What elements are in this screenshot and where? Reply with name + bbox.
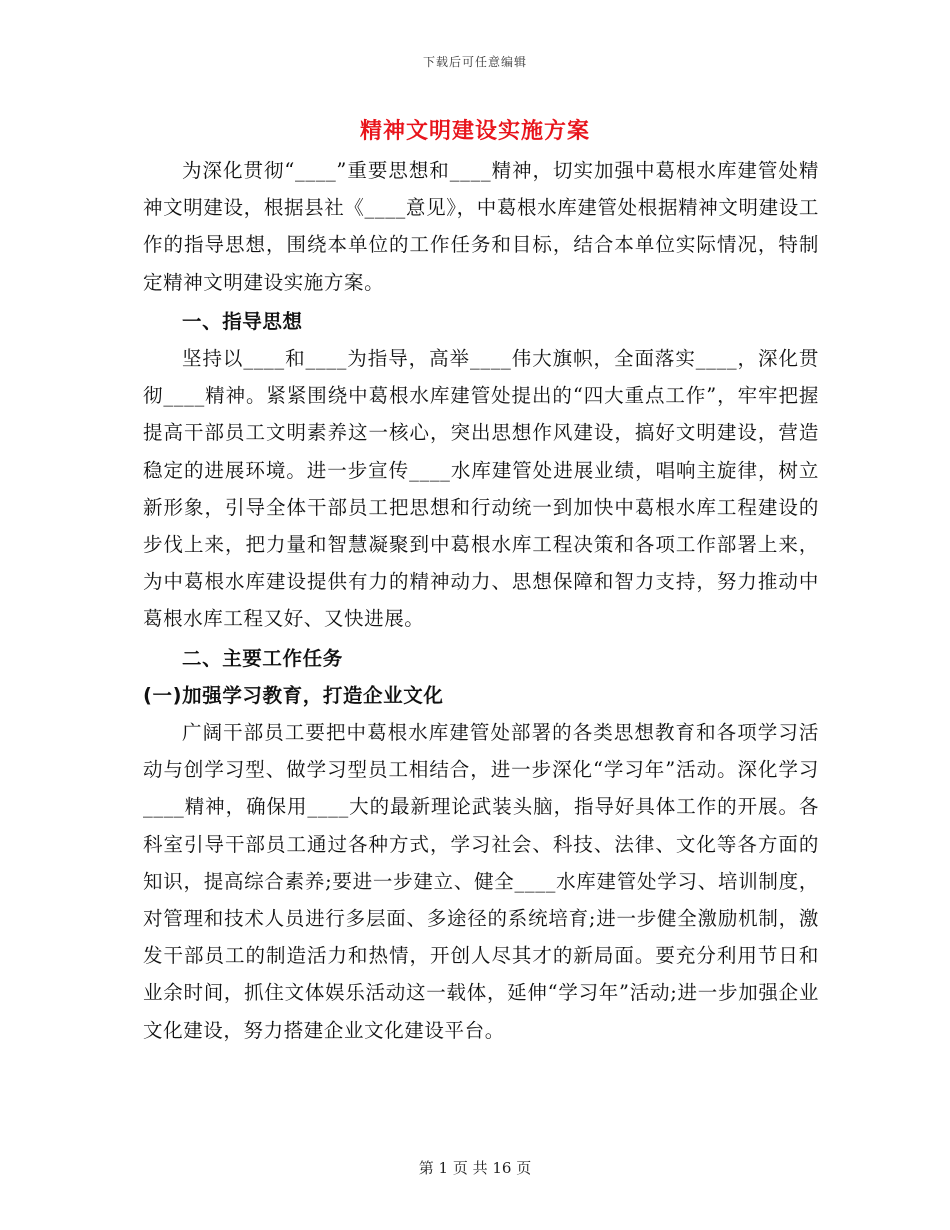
subsection-heading-learning-education: (一)加强学习教育，打造企业文化 xyxy=(143,683,444,707)
section-heading-main-tasks: 二、主要工作任务 xyxy=(182,646,343,670)
page-footer: 第 1 页 共 16 页 xyxy=(418,1159,532,1177)
document-body xyxy=(143,152,819,1049)
intro-paragraph: 为深化贯彻“____”重要思想和____精神，切实加强中葛根水库建管处精神文明建设，根据县社《____意见》，中葛根水库建管处根据精神文明建设工作的指导思想，围绕本单位的工作任务和目标，结合本单位实际情况，特制定精神文明建设实施方案。 xyxy=(143,159,819,294)
document-title: 精神文明建设实施方案 xyxy=(359,118,590,144)
guiding-ideology-paragraph: 坚持以____和____为指导，高举____伟大旗帜，全面落实____，深化贯彻____精神。紧紧围绕中葛根水库建管处提出的“四大重点工作”，牢牢把握提高干部员工文明素养这一核心，突出思想作风建设，搞好文明建设，营造稳定的进展环境。进一步宣传____水库建管处进展业绩，唱响主旋律，树立新形象，引导全体干部员工把思想和行动统一到加快中葛根水库工程建设的步伐上来，把力量和智慧凝聚到中葛根水库工程决策和各项工作部署上来，为中葛根水库建设提供有力的精神动力、思想保障和智力支持，努力推动中葛根水库工程又好、又快进展。 xyxy=(143,347,819,631)
section-heading-guiding-ideology: 一、指导思想 xyxy=(182,309,303,333)
header-note: 下载后可任意编辑 xyxy=(422,55,527,69)
learning-education-paragraph: 广阔干部员工要把中葛根水库建管处部署的各类思想教育和各项学习活动与创学习型、做学习型员工相结合，进一步深化“学习年”活动。深化学习____精神，确保用____大的最新理论武装头脑，指导好具体工作的开展。各科室引导干部员工通过各种方式，学习社会、科技、法律、文化等各方面的知识，提高综合素养;要进一步建立、健全____水库建管处学习、培训制度，对管理和技术人员进行多层面、多途径的系统培育;进一步健全激励机制，激发干部员工的制造活力和热情，开创人尽其才的新局面。要充分利用节日和业余时间，抓住文体娱乐活动这一载体，延伸“学习年”活动;进一步加强企业文化建设，努力搭建企业文化建设平台。 xyxy=(143,721,819,1042)
